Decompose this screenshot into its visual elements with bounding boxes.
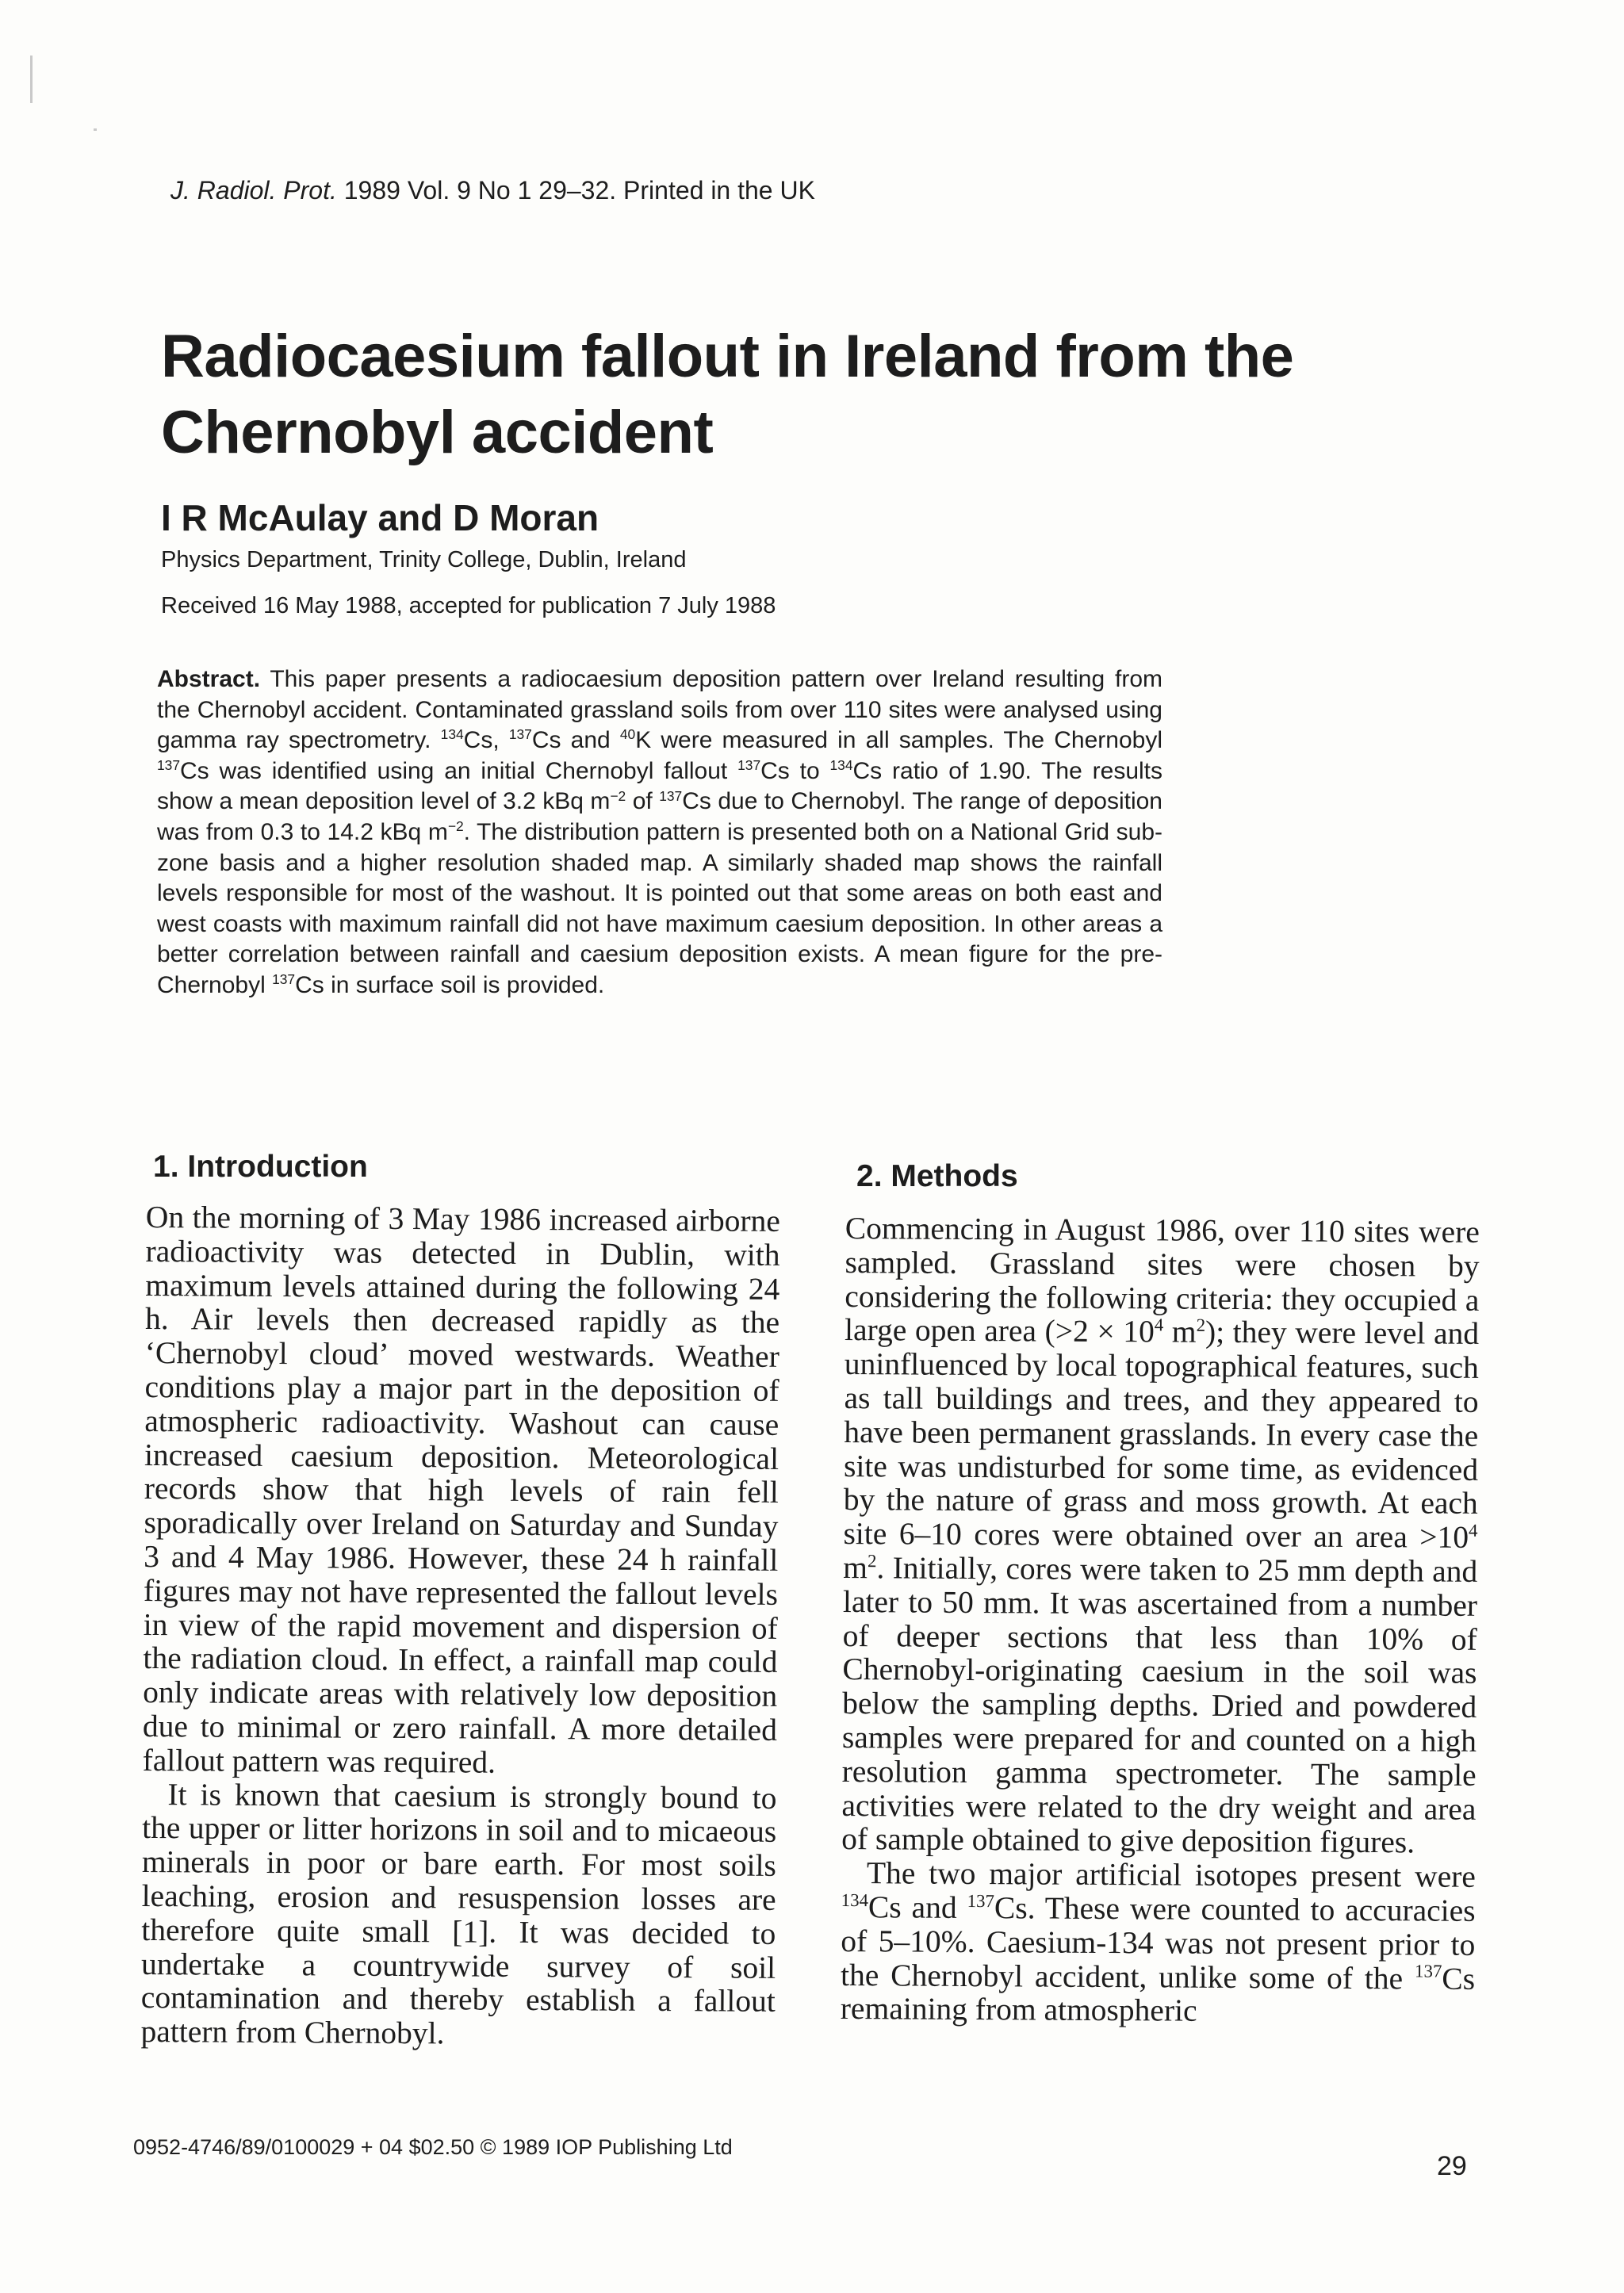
received-date: Received 16 May 1988, accepted for publication 7 July 1988 bbox=[161, 593, 776, 618]
footer-copyright-code: 0952-4746/89/0100029 + 04 $02.50 © 1989 IOP Publishing Ltd bbox=[133, 2135, 733, 2159]
authors: I R McAulay and D Moran bbox=[161, 497, 599, 538]
journal-citation bbox=[170, 176, 815, 205]
introduction-paragraph-1: On the morning of 3 May 1986 increased airborne radioactivity was detected in Dublin, with maximum levels attained during the following 24 h. Air levels then decreased rapidly as the ‘Chernobyl cloud’ moved westwards. Weather conditions play a major part in the deposition of atmospheric radioactivity. Washout can cause increased caesium deposition. Meteorological records show that high levels of rain fell sporadically over Ireland on Saturday and Sunday 3 and 4 May 1986. However, these 24 h rainfall figures may not have represented the fallout levels in view of the rapid movement and dispersion of the radiation cloud. In effect, a rainfall map could only indicate areas with relatively low deposition due to minimal or zero rainfall. A more detailed fallout pattern was required. bbox=[142, 1200, 780, 1780]
methods-paragraph-1: Commencing in August 1986, over 110 sites were sampled. Grassland sites were chosen by considering the following criteria: they occupied a large open area ($>2 \times 10^4$ $m^2$); they were level and uninfluenced by local topographical features, such as tall buildings and trees, and they appeared to have been permanent grasslands. In every case the site was undisturbed for some time, as evidenced by the nature of grass and moss growth. At each site 6–10 cores were obtained over an area $>10^4$ $m^2$. Initially, cores were taken to 25 mm depth and later to 50 mm. It was ascertained from a number of deeper sections that less than 10% of Chernobyl-originating caesium in the soil was below the sampling depths. Dried and powdered samples were prepared for and counted on a high resolution gamma spectrometer. The sample activities were related to the dry weight and area of sample obtained to give deposition figures. bbox=[841, 1211, 1480, 1860]
journal-name: J. Radiol. Prot. bbox=[170, 176, 337, 205]
page-number: 29 bbox=[1437, 2151, 1467, 2181]
paper-title: Radiocaesium fallout in Ireland from the Chernobyl accident bbox=[161, 323, 1294, 466]
introduction-text bbox=[140, 1200, 780, 2053]
citation-details: 1989 Vol. 9 No 1 29–32. Printed in the UK bbox=[343, 176, 815, 205]
abstract: Abstract. This paper presents a radiocaesium deposition pattern over Ireland resulting from the Chernobyl accident. Contaminated grassland soils from over 110 sites were analysed using gamma ray spectrometry. $^{134}$Cs, $^{137}$Cs and $^{40}$K were measured in all samples. The Chernobyl $^{137}$Cs was identified using an initial Chernobyl fallout $^{137}$Cs to $^{134}$Cs ratio of 1.90. The results show a mean deposition level of 3.2 kBq $m^{-2}$ of $^{137}$Cs due to Chernobyl. The range of deposition was from 0.3 to 14.2 kBq $m^{-2}$. The distribution pattern is presented both on a National Grid sub-zone basis and a higher resolution shaded map. A similarly shaded map shows the rainfall levels responsible for most of the washout. It is pointed out that some areas on both east and west coasts with maximum rainfall did not have maximum caesium deposition. In other areas a better correlation between rainfall and caesium deposition exists. A mean figure for the pre-Chernobyl $^{137}$Cs in surface soil is provided. bbox=[157, 666, 1163, 998]
affiliation: Physics Department, Trinity College, Dublin, Ireland bbox=[161, 547, 687, 572]
section-heading-introduction: 1. Introduction bbox=[153, 1150, 368, 1184]
scan-mark-left-2 bbox=[94, 128, 97, 131]
scan-mark-left bbox=[30, 56, 33, 103]
abstract-label: Abstract. bbox=[157, 666, 261, 692]
methods-text bbox=[841, 1212, 1480, 2030]
methods-paragraph-2: The two major artificial isotopes present were $^{134}$Cs and $^{137}$Cs. These were counted to accuracies of 5–10%. Caesium-134 was not present prior to the Chernobyl accident, unlike some of the $^{137}$Cs remaining from atmospheric bbox=[840, 1855, 1477, 2029]
section-heading-methods: 2. Methods bbox=[856, 1159, 1018, 1193]
introduction-paragraph-2: It is known that caesium is strongly bound to the upper or litter horizons in soil and to micaeous minerals in poor or bare earth. For most soils leaching, erosion and resuspension losses are therefore quite small [1]. It was decided to undertake a countrywide survey of soil contamination and thereby establish a fallout pattern from Chernobyl. bbox=[140, 1776, 777, 2051]
